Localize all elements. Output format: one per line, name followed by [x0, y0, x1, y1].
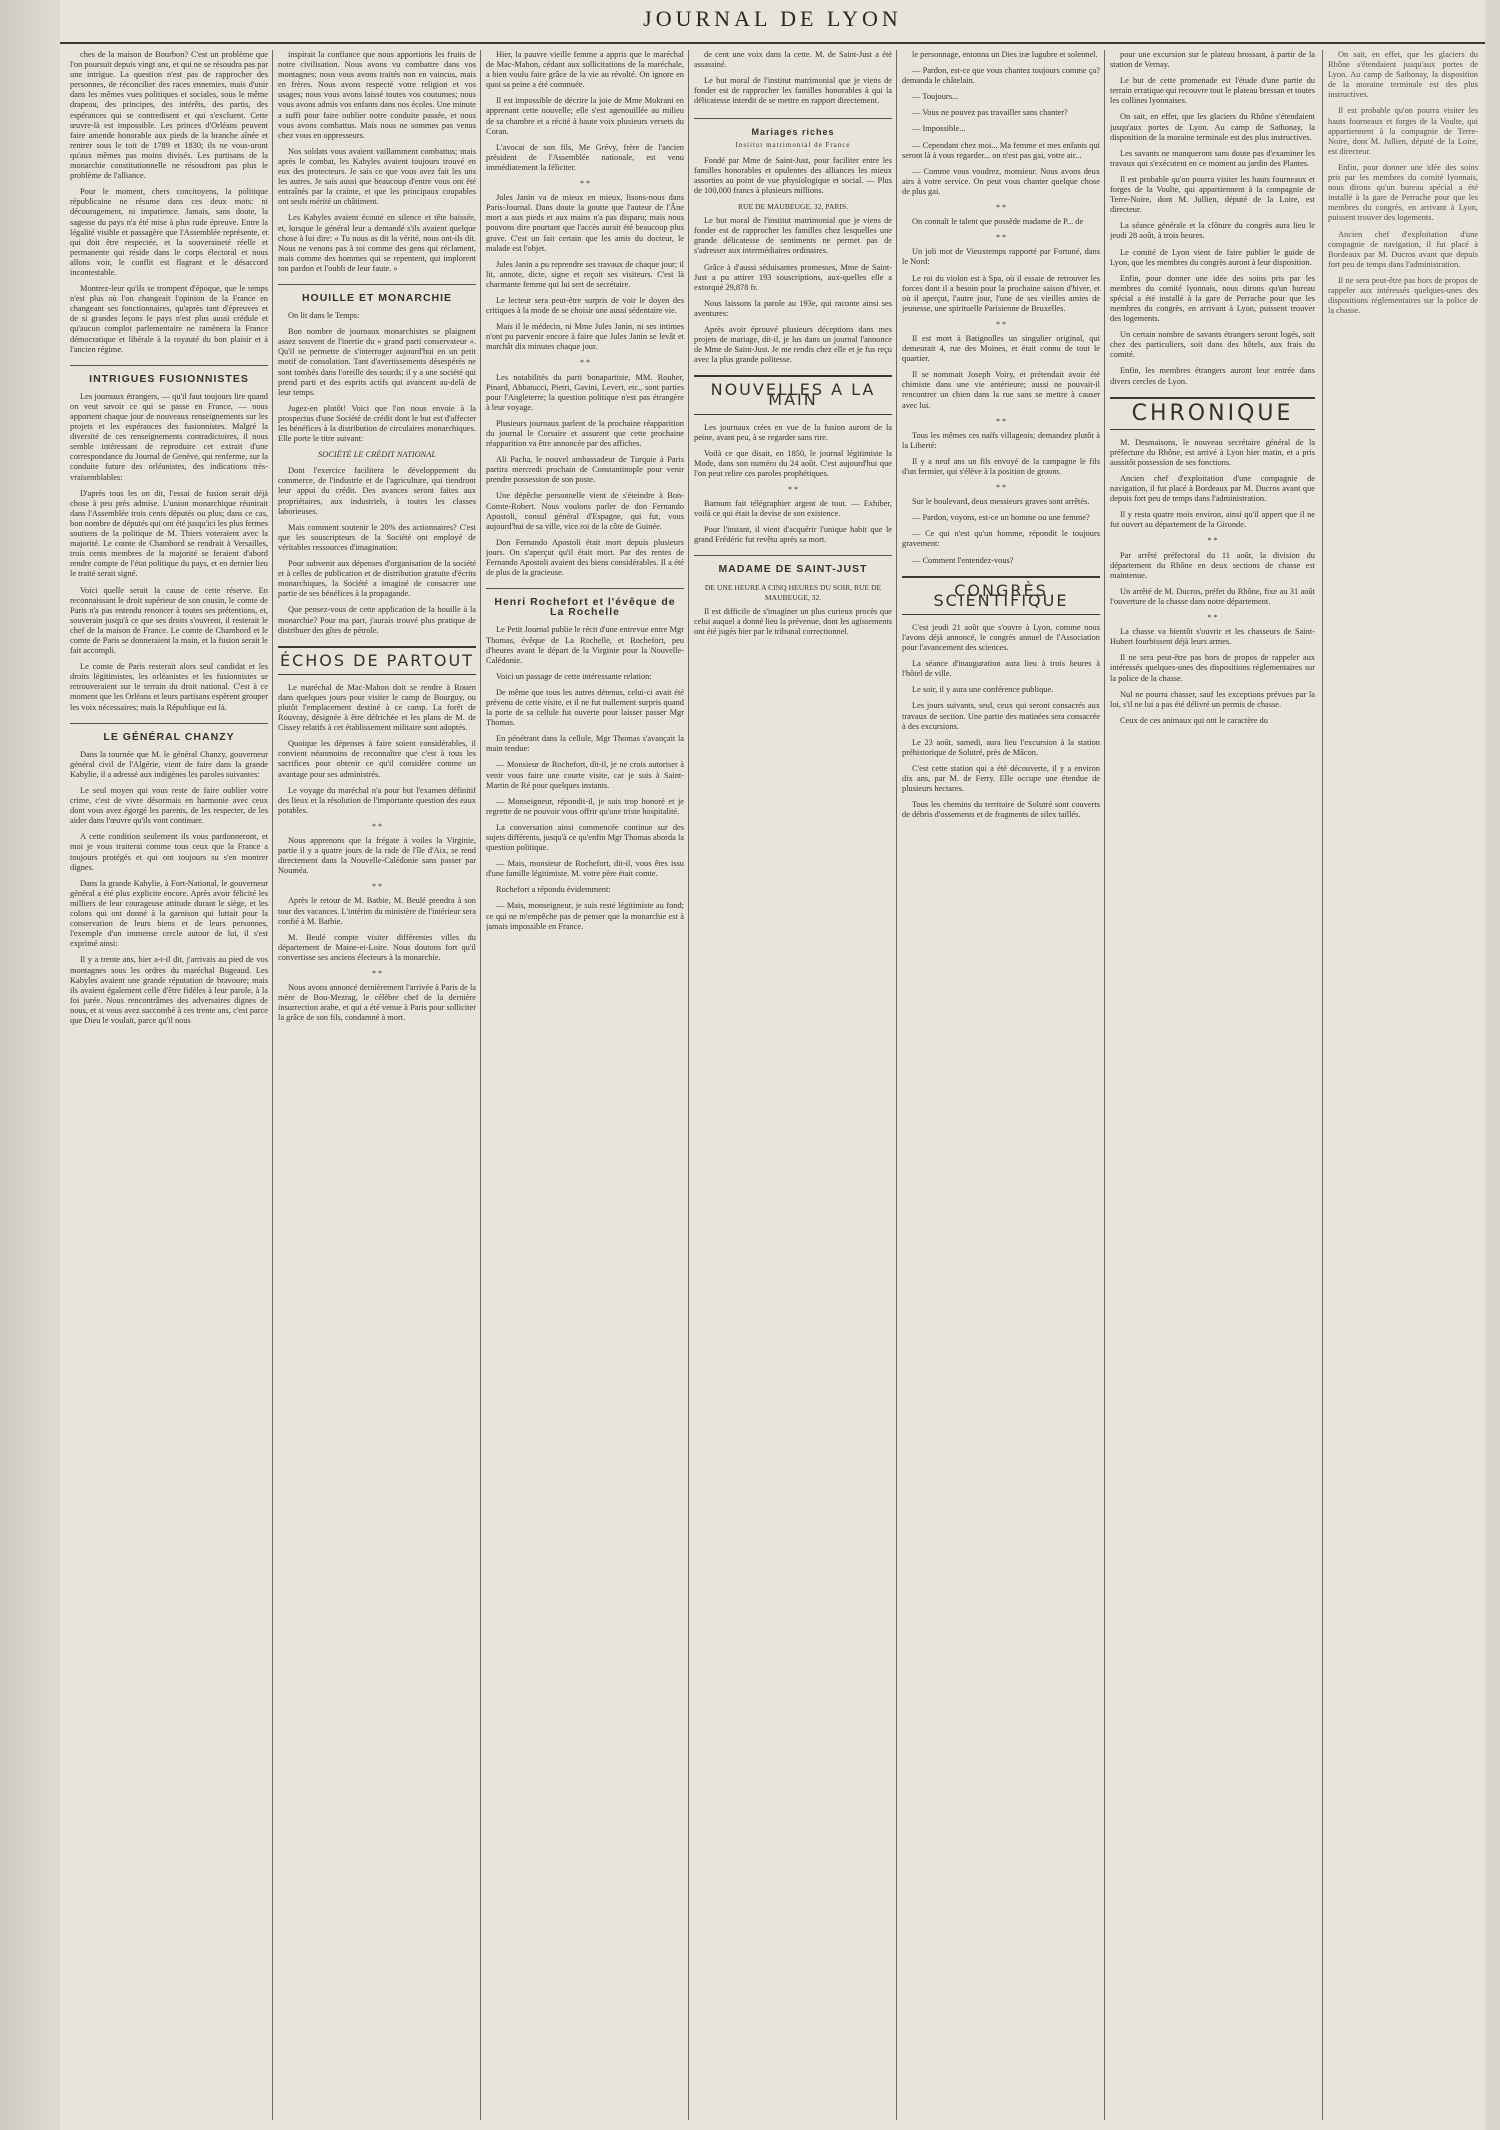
paragraph: Nul ne pourra chasser, sauf les exceptions prévues par la loi, s'il ne lui a pas été délivré un permis de chasse. [1110, 689, 1315, 709]
paragraph: La séance d'inauguration aura lieu à trois heures à l'hôtel de ville. [902, 659, 1100, 679]
paragraph: Pour le moment, chers concitoyens, la politique républicaine ne résume dans ces deux mots: ni découragement, ni impatience. Jamais, sans doute, la sagesse du pays n'a été mise à plus rude épreuve. Entre la légalité visible et passagère que l'Assemblée représente, et qui doit être respectée, et la souveraineté réelle et permanente qui réside dans le corps électoral et nous allons voir, le conflit est flagrant et le désaccord incontestable. [70, 187, 268, 277]
paragraph: Nous laissons la parole au 193e, qui raconte ainsi ses aventures: [694, 298, 892, 318]
paragraph: Hier, la pauvre vieille femme a appris que le maréchal de Mac-Mahon, cédant aux sollicitations de la maréchale, a bien voulu faire grâce de la vie au révolté. On ignore en quoi sa peine a été commuée. [486, 50, 684, 90]
paragraph: Mais il le médecin, ni Mme Jules Janin, ni ses intimes n'ont pu parvenir encore à faire que Jules Janin se levât et marchât dix minutes chaque jour. [486, 322, 684, 352]
paragraph: On lit dans le Temps: [288, 311, 360, 321]
column-4 [694, 50, 892, 2120]
paragraph: — Pardon, est-ce que vous chantez toujours comme ça? demanda le châtelain. [902, 66, 1100, 86]
paragraph: — Toujours... [912, 92, 959, 102]
paragraph: La séance générale et la clôture du congrès aura lieu le jeudi 28 août, à trois heures. [1110, 221, 1315, 241]
paragraph: Dont l'exercice facilitera le développement du commerce, de l'industrie et de l'agriculture, qui tiendront leur appui du crédit. Des avances seront faites aux propriétaires, aux industriels, à toutes les classes laborieuses. [278, 466, 476, 516]
paragraph: Le 23 août, samedi, aura lieu l'excursion à la station préhistorique de Solutré, près de Mâcon. [902, 737, 1100, 757]
paragraph: Le roi du violon est à Spa, où il essaie de retrouver les forces dont il a besoin pour la prochaine saison d'hiver, et où il aperçut, l'autre jour, l'une de ses vieilles amies de jeunesse, une spirituelle Parisienne de Bruxelles. [902, 273, 1100, 313]
paragraph: Il ne sera peut-être pas hors de propos de rappeler aux intéressés quelques-unes des dispositions réglementaires sur la police de la chasse. [1328, 275, 1478, 316]
paragraph: Après avoir éprouvé plusieurs déceptions dans mes projets de mariage, dit-il, je lus dans un journal l'annonce de Mme de Saint-Just. Je me rendis chez elle et je fus reçu avec la plus grande politesse. [694, 324, 892, 365]
article-heading: MADAME DE SAINT-JUST [694, 555, 892, 574]
paragraph: Pour l'instant, il vient d'acquérir l'unique habit que le grand Frédéric fut revêtu après sa mort. [694, 525, 892, 545]
article-heading: HOUILLE ET MONARCHIE [278, 284, 476, 303]
paragraph: Ceux de ces animaux qui ont le caractère du [1120, 715, 1268, 725]
column-2 [278, 50, 476, 2120]
paragraph: Enfin, pour donner une idée des soins pris par les membres du comité lyonnais, nous dirons qu'un bureau spécial a été installé à la gare de Perrache pour que les membres du congrès, en arrivant à Lyon, puissent trouver des logements. [1110, 273, 1315, 324]
paragraph: On connaît le talent que possède madame de P... de [912, 217, 1084, 227]
paragraph: Le voyage du maréchal n'a pour but l'examen définitif des lieux et la résolution de l'importante question des eaux potables. [278, 785, 476, 815]
paragraph: ches de la maison de Bourbon? C'est un problème que l'on poursuit depuis vingt ans, et qui ne se résoudra pas par une intrigue. La question n'est pas de rapprocher des personnes, de réconcilier des races ennemies, mais d'unir dans les mêmes vues politiques et sociales, sous le même drapeau, des principes, des intérêts, des partis, des espérances qui se contredisent et qui s'excluent. Cette œuvre-là est impossible. Les princes d'Orléans peuvent faire amende honorable aux pieds de la branche aînée et rentrer sous le toit de 1789 et 1830; ils ne vous-uront qu'aux mêmes pas moins divisés. Les partisans de la monarchie constitutionnelle ne résoudront pas plus le problème de l'alliance. [70, 50, 268, 181]
paragraph: La chasse va bientôt s'ouvrir et les chasseurs de Saint-Hubert fourbissent déjà leurs armes. [1110, 627, 1315, 647]
columns [60, 50, 1485, 2120]
column-rule [1322, 50, 1323, 2120]
paragraph: Une dépêche personnelle vient de s'éteindre à Bon-Comte-Robert. Nous voulons parler de don Fernando Apostoli, consul général d'Espagne, qui fut, vous aujourd'hui de sa ville, vice roi de la côte de Guinée. [486, 491, 684, 531]
binding-gutter [0, 0, 60, 2130]
paragraph: — Comment l'entendez-vous? [912, 555, 1014, 565]
paragraph: Il est probable qu'on pourra visiter les hauts fourneaux et forges de la Voulte, qui appartiennent à la compagnie de Terre-Noire, dont M. Jullien, député de la Loire, est directeur. [1110, 174, 1315, 215]
paragraph: Il est difficile de s'imaginer un plus curieux procès que celui auquel a donné lieu la prévenue, dont les agissements ont été jugés hier par le tribunal correctionnel. [694, 606, 892, 636]
separator-stars: * * [996, 416, 1006, 426]
paragraph: Le seul moyen qui vous reste de faire oublier votre crime, c'est de vivre désormais en harmonie avec ceux dont vous avez égorgé les parents, de les respecter, de les aider dans l'œuvre qu'ils vont continuer. [70, 786, 268, 826]
paragraph: Ali Pacha, le nouvel ambassadeur de Turquie à Paris partira mercredi prochain de Constantinople pour venir prendre possession de son poste. [486, 455, 684, 485]
advertisement-heading: Mariages riches [694, 118, 892, 137]
masthead [60, 6, 1485, 44]
article-heading: Henri Rochefort et l'évêque de La Rochelle [486, 588, 684, 617]
paragraph: Jules Janin va de mieux en mieux, lisons-nous dans Paris-Journal. Dans doute la goutte que l'auteur de l'Âne mort a aux pieds et aux mains n'a pas disparu; mais nous pouvons dire pourtant que l'accès aurait été beaucoup plus grave. C'est un fait certain que les amis du docteur, le malade est l'objet. [486, 193, 684, 253]
paragraph: L'avocat de son fils, Me Grévy, frère de l'ancien président de l'Assemblée nationale, est venu immédiatement la féliciter. [486, 142, 684, 172]
paragraph: — Monsieur de Rochefort, dit-il, je ne crois autoriser à venir vous faire une courte visite, car je suis à Saint-Martin de Ré pour quelques instants. [486, 760, 684, 790]
paragraph: Barnum fait télégraphier argent de tout. — Exhiber, voilà ce qui était la devise de son existence. [694, 499, 892, 519]
paragraph: Les journaux crées en vue de la fusion auront de la peine, avant peu, à se regarder sans rire. [694, 422, 892, 442]
separator-stars: * * [996, 483, 1006, 493]
paragraph: Fondé par Mme de Saint-Just, pour faciliter entre les familles honorables et opulentes des alliances les mieux assorties au point de vue physiologique et social. — Plus de 100,000 francs à plusieurs millions. [694, 155, 892, 195]
paragraph: le personnage, entonna un Dies iræ lugubre et solennel. [912, 50, 1098, 59]
paragraph: — Ce qui n'est qu'un homme, répondit le toujours gravement: [902, 529, 1100, 549]
paragraph: Nous apprenons que la frégate à voiles la Virginie, partie il y a quatre jours de la rade de l'île d'Aix, se rend directement dans la Nouvelle-Calédonie sans passer par Nouméa. [278, 836, 476, 876]
paragraph: Le lecteur sera peut-être surpris de voir le doyen des critiques à la mode de se choisir une aussi sédentaire vie. [486, 295, 684, 316]
paragraph: M. Beulé compte visiter différentes villes du département de Maine-et-Loire. Nous doutons fort qu'il convertisse ses anciens électeurs à la monarchie. [278, 932, 476, 962]
paragraph: Dans la grande Kabylie, à Fort-National, le gouverneur général a été plus explicite encore. Après avoir félicité les milliers de leur courageuse attitude durant le siège, et les colons qui ont donné à la garnison qui luttait pour la conservation de leurs biens et de leurs personnes, l'exemple d'un immense cercle autour de lui, il s'est exprimé ainsi: [70, 878, 268, 949]
paragraph: Rochefort a répondu évidemment: [496, 885, 611, 895]
paragraph: C'est cette station qui a été découverte, il y a environ dix ans, par M. de Ferry. Elle occupe une étendue de plusieurs hectares. [902, 763, 1100, 794]
paragraph: Mais comment soutenir le 20% des actionnaires? C'est que les souscripteurs de la Société ont employé de véritables ressources d'imagination: [278, 522, 476, 552]
paragraph: Après le retour de M. Batbie, M. Beulé prendra à son tour des vacances. L'intérim du ministère de l'intérieur sera confié à M. Batbie. [278, 896, 476, 926]
paragraph: Jules Janin a pu reprendre ses travaux de chaque jour; il lit, annote, dicte, signe et reçoit ses visiteurs. C'est là charmante femme qui lui sert de secrétaire. [486, 259, 684, 289]
paragraph: Le soir, il y aura une conférence publique. [912, 685, 1054, 695]
article-heading: ÉCHOS DE PARTOUT [278, 646, 476, 675]
paragraph: Don Fernando Apostoli était mort depuis plusieurs jours. On s'aperçut qu'il était mort. Par des rentes de Fernando Apostoli avaient des biens considérables. Il a été de plus de la gracieuse. [486, 537, 684, 578]
paragraph: — Cependant chez moi... Ma femme et mes enfants qui seront là à vous regarder... on n'est pas gai, votre air... [902, 140, 1100, 160]
paragraph: Il ne sera peut-être pas hors de propos de rappeler aux intéressés quelques-unes des dispositions réglementaires sur la police de la chasse. [1110, 653, 1315, 683]
paragraph: Il y a trente ans, hier a-t-il dit, j'arrivais au pied de vos montagnes sous les ordres du maréchal Bugeaud. Les Kabyles avaient une grande réputation de bravoure; mais ils avaient également celle d'être fidèles à leur parole, à la foi jurée. Nous rencontrâmes des adversaires dignes de nous, et si vous avez succombé à ces trente ans, c'est parce que Dieu le voulait, parce qu'il nous [70, 955, 268, 1025]
column-rule [480, 50, 481, 2120]
paragraph: Plusieurs journaux parlent de la prochaine réapparition du journal le Corsaire et assurent que cette prochaine réapparition va être annoncée par des affiches. [486, 418, 684, 449]
separator-stars: * * [1207, 613, 1218, 623]
paragraph: On sait, en effet, que les glaciers du Rhône s'étendaient jusqu'aux portes de Lyon. Au camp de Sathonay, la disposition de la moraine terminale est des plus instructives. [1110, 112, 1315, 142]
paragraph: Le comte de Paris resterait alors seul candidat et les droits légitimistes, les orléanistes et les fusionnistes se retrouveraient sur le terrain du droit national. C'est à ce moment que les Orléans et leurs partisans espèrent grouper les voix nécessaires; mais la République est là. [70, 662, 268, 712]
paragraph: Que pensez-vous de cette application de la houille à la monarchie? Pour ma part, j'aurais trouvé plus pratique de distribuer des gîtes de pétrole. [278, 605, 476, 635]
subheading: DE UNE HEURE A CINQ HEURES DU SOIR, RUE DE MAUBEUGE, 32. [704, 582, 882, 602]
paragraph: Les Kabyles avaient écouté en silence et tête baissée, et, lorsque le général leur a demandé s'ils avaient quelque chose à lui dire: « Tu nous as dit la vérité, nous ont-ils dit. Nous ne venons pas à toi comme des gens qui réclament, mais comme des hommes qui se repentent, qui implorent ton pardon et l'oubli de leur faute. » [278, 213, 476, 273]
paragraph: Il y a neuf ans un fils envoyé de la campagne le fils d'un fermier, qui s'élève à la position de groom. [902, 456, 1100, 476]
paragraph: — Comme vous voudrez, monsieur. Nous avons deux airs à votre service. On peut vous chanter quelque chose de plus gai. [902, 166, 1100, 196]
paragraph: M. Desmaisons, le nouveau secrétaire général de la préfecture du Rhône, est arrivé à Lyon hier matin, et a pris aussitôt possession de ses fonctions. [1110, 437, 1315, 467]
separator-stars: * * [580, 358, 590, 368]
article-heading: CONGRÈS SCIENTIFIQUE [902, 576, 1100, 615]
paragraph: — Mais, monsieur de Rochefort, dit-il, vous êtes issu d'une famille légitimiste. M. votre père était comte. [486, 859, 684, 879]
separator-stars: * * [580, 179, 590, 189]
paragraph: Tous les chemins du territoire de Solutré sont couverts de débris d'ossements et de fragments de silex taillés. [902, 800, 1100, 820]
paragraph: Grâce à d'aussi séduisantes promesses, Mme de Saint-Just a pu attirer 193 souscriptions, aux-quelles elle a extorqué 29,878 fr. [694, 262, 892, 292]
paragraph: Jugez-en plutôt! Voici que l'on nous envoie à la prospectus d'une Société de crédit dont le but est d'affecter les bénéfices à la distribution de circulaires monarchiques. Elle porte le titre suivant: [278, 403, 476, 444]
paragraph: Les savants ne manqueront sans doute pas d'examiner les travaux qui s'exécutent en ce moment au jardin des Plantes. [1110, 148, 1315, 168]
column-1 [70, 50, 268, 2120]
paragraph: Voici un passage de cette intéressante relation: [496, 671, 652, 681]
paragraph: C'est jeudi 21 août que s'ouvre à Lyon, comme nous l'avons déjà annoncé, le congrès annuel de l'Association pour l'avancement des sciences. [902, 622, 1100, 653]
paragraph: — Vous ne pouvez pas travailler sans chanter? [912, 108, 1068, 118]
paragraph: — Monseigneur, répondit-il, je suis trop honoré et je regrette de ne pouvoir vous offrir qu'une triste hospitalité. [486, 796, 684, 816]
paragraph: Le but de cette promenade est l'étude d'une partie du terrain erratique qui recouvre tout le plateau bressan et toutes les collines lyonnaises. [1110, 76, 1315, 106]
paragraph: Il se nommait Joseph Voiry, et prétendait avoir été chimiste dans une vie antérieure; aussi ne pouvait-il rencontrer un chien dans la rue sans se mettre à causer avec lui. [902, 370, 1100, 410]
column-7-partial [1328, 50, 1478, 2120]
separator-stars: * * [788, 485, 798, 494]
paragraph: de cent une voix dans la cette. M. de Saint-Just a été assassiné. [694, 50, 892, 70]
column-3 [486, 50, 684, 2120]
masthead-title: JOURNAL DE LYON [643, 6, 902, 31]
column-rule [1104, 50, 1105, 2120]
paragraph: Montrez-leur qu'ils se trompent d'époque, que le temps n'est plus où l'on changeait l'opinion de la France en changeant ses fonctionnaires, qu'après tant d'épreuves et de si grandes leçons le pays n'est plus aussi crédule et qu'aucun complot parlementaire ne ramènera la France démocratique et libérale à la royauté du bon plaisir et à l'ancien régime. [70, 284, 268, 354]
paragraph: Ancien chef d'exploitation d'une compagnie de navigation, il fut placé à Bordeaux par M. Ducros avant que depuis fort peu de temps dans l'administration. [1328, 229, 1478, 269]
section-heading-chronique: CHRONIQUE [1110, 397, 1315, 430]
paragraph: Par arrêté préfectoral du 11 août, la division du département du Rhône en deux sections de chasse est maintenue. [1110, 550, 1315, 580]
paragraph: Voici quelle serait la cause de cette réserve. En reconnaissant le droit supérieur de son cousin, le comte de Paris n'a pas entendu renoncer à toutes ses prétentions, et, souverain jusqu'à ce que ses droits s'ouvrent, il resterait le chef de la maison de France. Le comte de Chambord et le comte de Paris se donneraient la main, et la fusion serait le fait accompli. [70, 585, 268, 656]
paragraph: Sur le boulevard, deux messieurs graves sont arrêtés. [912, 497, 1090, 507]
paragraph: Un arrêté de M. Ducros, préfet du Rhône, fixe au 31 août l'ouverture de la chasse dans notre département. [1110, 586, 1315, 606]
column-rule [688, 50, 689, 2120]
paragraph: Le comité de Lyon vient de faire publier le guide de Lyon, que les membres du congrès auront à leur disposition. [1110, 247, 1315, 267]
paragraph: Un certain nombre de savants étrangers seront logés, soit chez des particuliers, soit dans des hôtels, aux frais du comité. [1110, 330, 1315, 360]
paragraph: Il est impossible de décrire la joie de Mme Mokrani en apprenant cette nouvelle; elle s'est agenouillée au milieu de sa chambre et a récité à haute voix plusieurs versets du Coran. [486, 96, 684, 136]
paragraph: Enfin, pour donner une idée des soins pris par les membres du comité lyonnais, nous dirons qu'un bureau spécial a été installé à la gare de Perrache pour que les membres du congrès, en arrivant à Lyon, puissent trouver des logements. [1328, 162, 1478, 223]
paragraph: — Mais, monseigneur, je suis resté légitimiste au fond; ce qui ne m'empêche pas de penser que la monarchie est à jamais impossible en France. [486, 901, 684, 931]
paragraph: Les jours suivants, seul, ceux qui seront consacrés aux travaux de section. Une partie des matinées sera consacrée à des excursions. [902, 701, 1100, 731]
separator-stars: * * [996, 319, 1006, 329]
paragraph: Enfin, les membres étrangers auront leur entrée dans divers cercles de Lyon. [1110, 366, 1315, 386]
paragraph: Il y resta quatre mois environ, ainsi qu'il appert que il ne fut ouvert au département de la Gironde. [1110, 510, 1315, 530]
paragraph: Bon nombre de journaux monarchistes se plaignent assez souvent de l'inertie du « grand parti conservateur ». Qu'il ne permette de s'interroger aujourd'hui en un petit motif de consolation. Tant d'avertissements désespérés ne sont tombés dans l'oreille des sourds; il y a une société qui prend parti et des esprits actifs qui avancent au-delà de leur temps. [278, 327, 476, 397]
column-5 [902, 50, 1100, 2120]
paragraph: Pour subvenir aux dépenses d'organisation de la société et à celles de publication et de distribution gratuite d'écrits monarchiques, la Société a imaginé de consacrer une partie de ses bénéfices à la propagande. [278, 559, 476, 599]
paragraph: pour une excursion sur le plateau brossant, à partir de la station de Vernay. [1110, 50, 1315, 70]
paragraph: inspirait la confiance que nous apportions les fruits de notre civilisation. Nous avons vu combattre dans vos montagnes; nous vous avons traités non en vaincus, mais en frères. Nous avons respecté votre religion et vos usages; nous vous avons laissé toutes vos coutumes; nous vous avons admis vos enfants dans nos écoles. Une minute a suffi pour faire oublier notre conduite passée, et nous vous avons combattus. Mais nous ne sommes pas venus chez vous en oppresseurs. [278, 50, 476, 140]
newspaper-page [60, 0, 1485, 2130]
article-heading: INTRIGUES FUSIONNISTES [70, 365, 268, 384]
paragraph: Ancien chef d'exploitation d'une compagnie de navigation, il fut placé à Bordeaux par M. Ducros avant que depuis fort peu de temps dans l'administration. [1110, 474, 1315, 504]
paragraph: Le Petit Journal publie le récit d'une entrevue entre Mgr Thomas, évêque de La Rochelle, et Rochefort, peu d'heures avant le départ de la Virginie pour la Nouvelle-Calédonie. [486, 625, 684, 665]
paragraph: — Impossible... [912, 124, 966, 134]
paragraph: A cette condition seulement ils vous pardonneront, et moi je vous traiterai comme tous ceux que la France a toujours protégés et qui ont toujours su s'en montrer dignes. [70, 832, 268, 872]
paragraph: Tous les mêmes ces naïfs villageois; demandez plutôt à la Liberté: [902, 430, 1100, 450]
paragraph: On sait, en effet, que les glaciers du Rhône s'étendaient jusqu'aux portes de Lyon. Au camp de Sathonay, la disposition de la moraine terminale est des plus instructives. [1328, 50, 1478, 100]
paragraph: En pénétrant dans la cellule, Mgr Thomas s'avançait la main tendue: [486, 734, 684, 754]
paragraph: Le maréchal de Mac-Mahon doit se rendre à Rouen dans quelques jours pour visiter le camp de Bourguy, ou plutôt l'emplacement destiné à ce camp. La forêt de Rouvray, désignée à être défrichée et les plans de M. de Cissey relatifs à cet établissement militaire sont adoptés. [278, 682, 476, 733]
column-rule [896, 50, 897, 2120]
advertisement-subheading: Institut matrimonial de France [735, 140, 851, 149]
paragraph: Les journaux étrangers, — qu'il faut toujours lire quand on veut savoir ce qui se passe en France, — nous apportent chaque jour de nouveaux renseignements sur les projets et les espérances des fusionnistes. Malgré la diversité de ces renseignements contradictoires, il nous semble intéressant de reproduire cet extrait d'une correspondance du Journal de Genève, qui renferme, sur la conduite future des orléanistes, des indications très-vraisemblables: [70, 391, 268, 482]
paragraph: La conversation ainsi commencée continue sur des sujets différents, jusqu'à ce qu'enfin Mgr Thomas aborda la question politique. [486, 822, 684, 853]
paragraph: Un joli mot de Vieuxtemps rapporté par Fortuné, dans le Nord: [902, 247, 1100, 267]
separator-stars: * * [996, 203, 1006, 213]
article-heading: NOUVELLES A LA MAIN [694, 375, 892, 414]
column-6 [1110, 50, 1315, 2120]
separator-stars: * * [996, 233, 1006, 243]
paragraph: De même que tous les autres détenus, celui-ci avait été prévenu de cette visite, et il ne fut nullement surpris quand la porte de sa cellule fut ouverte pour laisser passer Mgr Thomas. [486, 687, 684, 728]
paragraph: Le but moral de l'institut matrimonial que je viens de fonder est de rapprocher les familles chez lesquelles une grande délicatesse de sentiments ne permet pas de s'adresser aux intermédiaires ordinaires. [694, 216, 892, 256]
separator-stars: * * [372, 882, 382, 892]
separator-stars: * * [372, 969, 382, 979]
paragraph: Il est mort à Batignolles un singulier original, qui demeurait 4, rue des Moines, et était connu de tout le quartier. [902, 333, 1100, 364]
paragraph: Le but moral de l'institut matrimonial que je viens de fonder est de rapprocher les familles honorables à qui la délicatesse interdit de se mettre en rapport directement. [694, 76, 892, 106]
article-heading: LE GÉNÉRAL CHANZY [70, 723, 268, 742]
subheading: SOCIÉTÉ LE CRÉDIT NATIONAL [318, 450, 436, 460]
separator-stars: * * [1207, 536, 1218, 546]
paragraph: Nous avons annoncé dernièrement l'arrivée à Paris de la mère de Bou-Mezrag, le célèbre chef de la dernière insurrection arabe, et qui a été venue à Paris pour solliciter la grâce de son fils, condamné à mort. [278, 983, 476, 1023]
paragraph: Les notabilités du parti bonapartiste, MM. Rouher, Pinard, Abbatucci, Pietri, Gavini, Levert, etc., sont parties pour l'Angleterre; la question politique n'est pas étrangère à leur voyage. [486, 372, 684, 412]
column-rule [272, 50, 273, 2120]
paragraph: — Pardon, voyons, est-ce un homme ou une femme? [912, 513, 1090, 523]
paragraph: Nos soldats vous avaient vaillamment combattus; mais après le combat, les Kabyles avaient toujours trouvé en eux des protecteurs. Je sais ce que vous avez fait les uns les autres. Je sais aussi que beaucoup d'entre vous ont été entraînés par la crainte, et que les principaux coupables ont seuls mérité un châtiment. [278, 146, 476, 207]
advertisement-address: RUE DE MAUBEUGE, 32, PARIS. [737, 202, 849, 212]
separator-stars: * * [372, 821, 382, 831]
paragraph: Dans la tournée que M. le général Chanzy, gouverneur général civil de l'Algérie, vient de faire dans la grande Kabylie, il a adressé aux indigènes les paroles suivantes: [70, 749, 268, 779]
paragraph: Il est probable qu'on pourra visiter les hauts fourneaux et forges de la Voulte, qui appartiennent à la compagnie de Terre-Noire, dont M. Jullien, député de la Loire, est directeur. [1328, 106, 1478, 156]
paragraph: Voilà ce que disait, en 1850, le journal légitimiste la Mode, dans son numéro du 24 août. C'est aujourd'hui que l'on peut relire ces paroles prophétiques. [694, 448, 892, 478]
paragraph: D'après tous les on dit, l'essai de fusion serait déjà chose à peu près admise. L'union monarchique réunirait dans l'Assemblée trois cents députés ou plus; dans ce cas, bon nombre de députés qui ont été jusqu'ici les plus fermes soutiens de la politique de M. Thiers voteraient avec la majorité. Le comte de Chambord se rendrait à Versailles, trois cents membres de la majorité se feraient d'abord rendre compte de l'état politique du pays, et en dernier lieu le traité serait signé. [70, 488, 268, 579]
paragraph: Quoique les dépenses à faire soient considérables, il convient néanmoins de reconnaître que c'est à tous les sacrifices pour obtenir ce qu'il considère comme un avantage pour ses administrés. [278, 739, 476, 779]
